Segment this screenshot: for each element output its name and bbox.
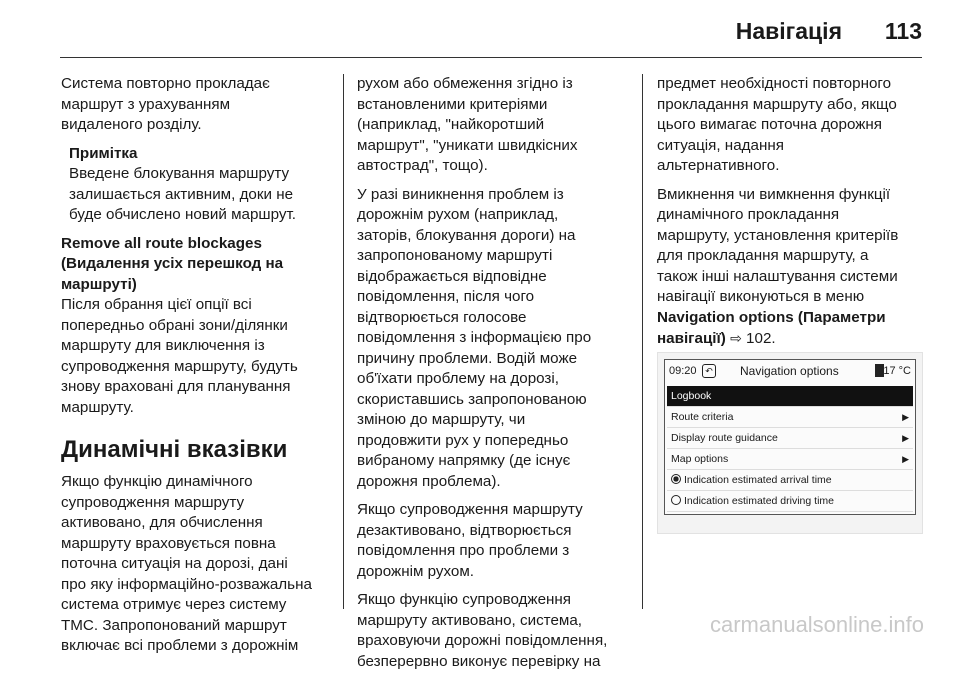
menu-item-display-route-guidance[interactable]: Display route guidance ▶ [667,428,913,449]
column-1 [61,74,333,665]
header-rule [60,57,922,58]
column-divider-2 [642,74,643,609]
col3-paragraph-1: предмет необхідності повторного прокладання маршруту або, якщо цього вимагає поточна дорожня ситуація, надання альтернативного. [657,75,897,174]
arrow-ref-icon: ⇨ [730,330,742,346]
column-3 [657,74,927,358]
col2-paragraph-3: Якщо супроводження маршруту дезактивовано, відтворюється повідомлення про проблеми з дорожнім рухом. [357,501,583,580]
screen-status-bar [665,360,915,382]
chevron-right-icon: ▶ [902,454,909,464]
screen-menu-list [667,386,913,512]
screen-temperature: 17 °C [883,365,911,377]
back-icon: ↶ [702,364,716,378]
navigation-options-screenshot [657,352,923,534]
radio-checked-icon [671,474,681,484]
col2-paragraph-1: рухом або обмеження згідно із встановленими критеріями (наприклад, "найкоротший маршрут", "уникати швидкісних автострад", тощо). [357,75,578,174]
watermark: carmanualsonline.info [709,612,924,637]
subheading-text: Після обрання цієї опції всі попередньо обрані зони/ділянки маршруту для виключення із супроводження маршруту, будуть знову враховані для планування маршруту. [61,296,298,416]
page-header [60,0,922,58]
screen-display [664,359,916,515]
menu-item-logbook[interactable]: Logbook [667,386,913,407]
page-reference: 102. [746,330,776,347]
column-2 [357,74,629,680]
intro-paragraph: Система повторно прокладає маршрут з урахуванням видаленого розділу. [61,75,270,133]
screen-time: 09:20 [669,365,697,377]
section-title: Динамічні вказівки [61,436,288,463]
menu-reference: Navigation options (Параметри навігації) [657,308,886,347]
note-block [69,144,333,226]
page-number: 113 [884,18,922,44]
menu-item-route-criteria[interactable]: Route criteria ▶ [667,407,913,428]
subheading-remove-blockages: Remove all route blockages (Видалення усіх перешкод на маршруті) [61,234,284,293]
col3-paragraph-2 [657,185,927,350]
radio-unchecked-icon [671,495,681,505]
screen-title: Navigation options [740,364,839,378]
column-divider-1 [343,74,344,609]
chevron-right-icon: ▶ [902,412,909,422]
section-paragraph: Якщо функцію динамічного супроводження маршруту активовано, для обчислення маршруту враховується повна поточна ситуація на дорозі, дані про яку інформаційно-розважальна система отримує через систему TMC. Запропонований маршрут включає всі проблеми з дорожнім [61,473,312,654]
note-title: Примітка [69,144,138,162]
menu-item-map-options[interactable]: Map options ▶ [667,449,913,470]
chevron-right-icon: ▶ [902,433,909,443]
header-title: Навігація [735,18,842,44]
col3-paragraph-2-text: Вмикнення чи вимкнення функції динамічного прокладання маршруту, установлення критеріїв для прокладання маршруту, а також інші налаштування системи навігації виконуються в меню [657,185,899,305]
radio-arrival-time[interactable]: Indication estimated arrival time [667,470,913,491]
radio-driving-time[interactable]: Indication estimated driving time [667,491,913,512]
col2-paragraph-2: У разі виникнення проблем із дорожнім рухом (наприклад, заторів, блокування дороги) на запропонованому маршруті відображається відповідне повідомлення, після чого відтворюється голосове повідомлення з інформацією про причину проблеми. Водій може об'їхати проблему на дорозі, скориставшись запропонованою зміною до маршруту, чи продовжити рух у попередньо вибраному напрямку (де існує дорожня проблема). [357,185,592,490]
note-text: Введене блокування маршруту залишається активним, доки не буде обчислено новий маршрут. [69,165,296,223]
col2-paragraph-4: Якщо функцію супроводження маршруту активовано, система, враховуючи дорожні повідомлення, безперервно виконує перевірку на [357,591,608,670]
